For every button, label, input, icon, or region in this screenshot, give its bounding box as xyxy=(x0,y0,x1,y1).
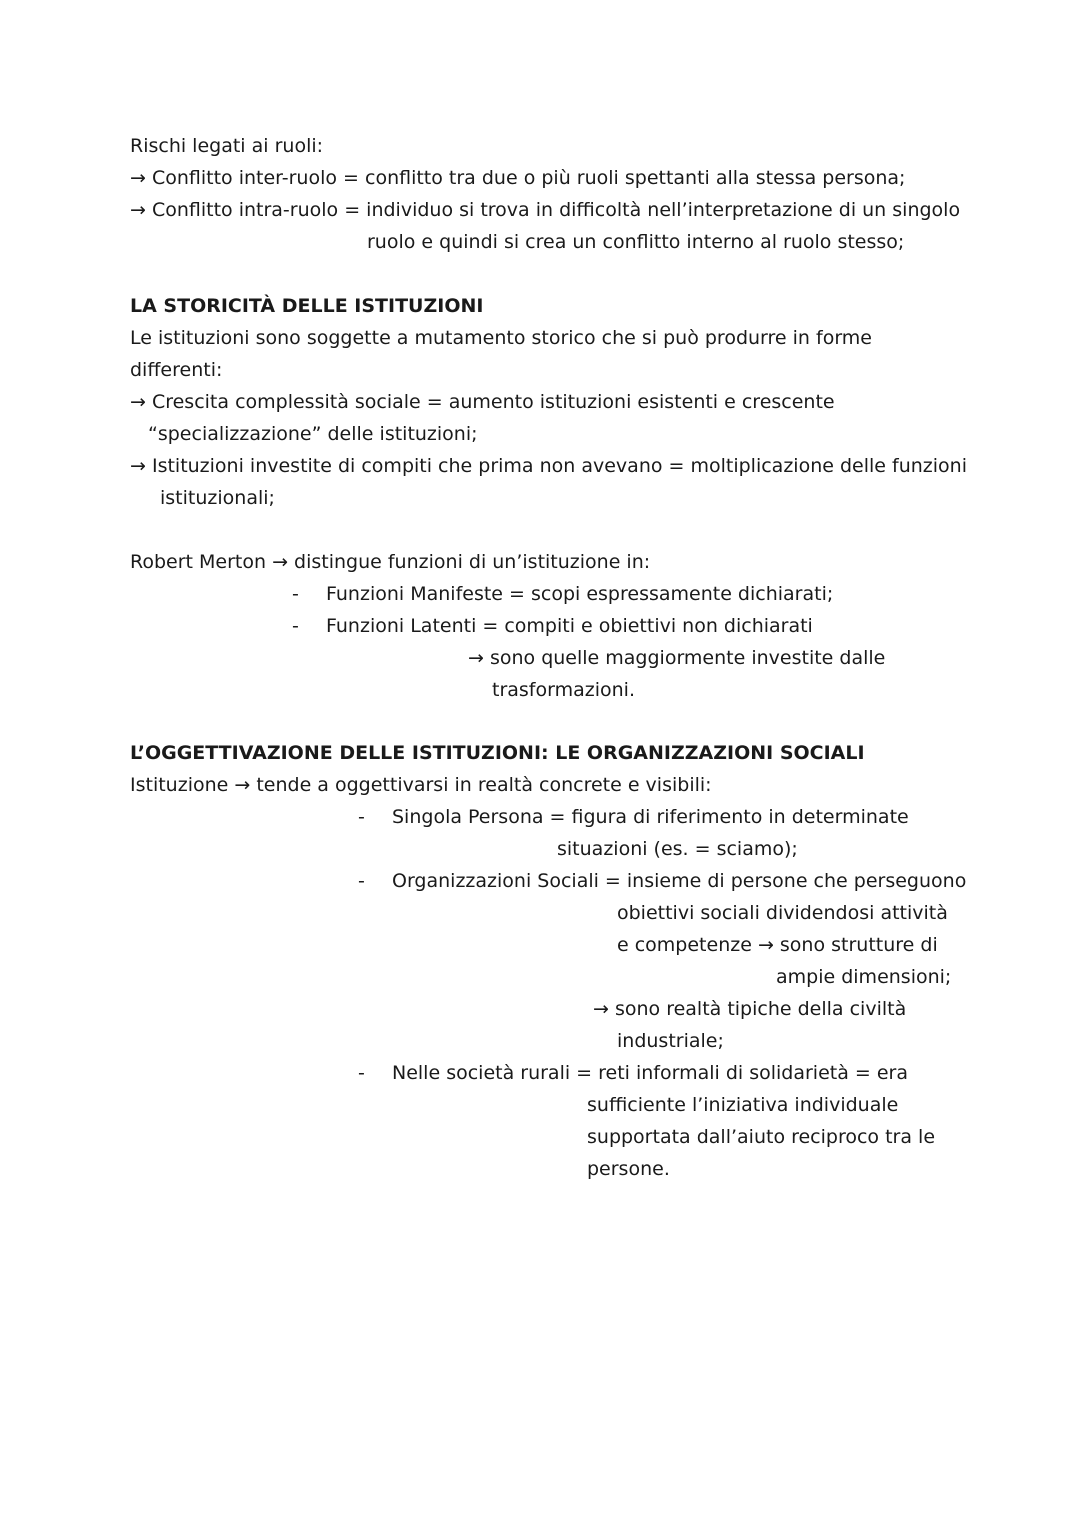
istituzioni-investite-cont: istituzionali; xyxy=(160,487,275,509)
societa-rurali: Nelle società rurali = reti informali di solidarietà = era xyxy=(392,1062,909,1084)
societa-rurali-cont: persone. xyxy=(587,1158,670,1180)
merton-line: Robert Merton → distingue funzioni di un’istituzione in: xyxy=(130,551,651,573)
conflitto-intra-ruolo-cont: ruolo e quindi si crea un conflitto interno al ruolo stesso; xyxy=(367,231,905,253)
singola-persona-cont: situazioni (es. = sciamo); xyxy=(557,838,798,860)
storicita-intro-cont: differenti: xyxy=(130,359,223,381)
funzioni-latenti-note: → sono quelle maggiormente investite dalle xyxy=(468,647,886,669)
organizzazioni-sociali-cont: obiettivi sociali dividendosi attività xyxy=(617,902,948,924)
bullet-dash: - xyxy=(358,1062,365,1084)
bullet-dash: - xyxy=(358,806,365,828)
funzioni-latenti-note-cont: trasformazioni. xyxy=(492,679,635,701)
storicita-intro: Le istituzioni sono soggette a mutamento storico che si può produrre in forme xyxy=(130,327,872,349)
rischi-title: Rischi legati ai ruoli: xyxy=(130,135,324,157)
crescita-complessita: → Crescita complessità sociale = aumento istituzioni esistenti e crescente xyxy=(130,391,835,413)
societa-rurali-cont: sufficiente l’iniziativa individuale xyxy=(587,1094,899,1116)
funzioni-manifeste: Funzioni Manifeste = scopi espressamente dichiarati; xyxy=(326,583,834,605)
istituzioni-investite: → Istituzioni investite di compiti che prima non avevano = moltiplicazione delle funzioni xyxy=(130,455,967,477)
funzioni-latenti: Funzioni Latenti = compiti e obiettivi non dichiarati xyxy=(326,615,813,637)
conflitto-intra-ruolo: → Conflitto intra-ruolo = individuo si trova in difficoltà nell’interpretazione di un singolo xyxy=(130,199,961,221)
bullet-dash: - xyxy=(292,615,299,637)
societa-rurali-cont: supportata dall’aiuto reciproco tra le xyxy=(587,1126,936,1148)
organizzazioni-sociali-cont: ampie dimensioni; xyxy=(776,966,952,988)
conflitto-inter-ruolo: → Conflitto inter-ruolo = conflitto tra due o più ruoli spettanti alla stessa persona; xyxy=(130,167,906,189)
crescita-complessita-cont: “specializzazione” delle istituzioni; xyxy=(148,423,478,445)
organizzazioni-sociali-note-cont: industriale; xyxy=(617,1030,724,1052)
bullet-dash: - xyxy=(292,583,299,605)
storicita-heading: LA STORICITÀ DELLE ISTITUZIONI xyxy=(130,295,484,317)
organizzazioni-sociali: Organizzazioni Sociali = insieme di persone che perseguono xyxy=(392,870,967,892)
singola-persona: Singola Persona = figura di riferimento in determinate xyxy=(392,806,909,828)
oggettivazione-intro: Istituzione → tende a oggettivarsi in realtà concrete e visibili: xyxy=(130,774,712,796)
organizzazioni-sociali-cont: e competenze → sono strutture di xyxy=(617,934,938,956)
organizzazioni-sociali-note: → sono realtà tipiche della civiltà xyxy=(593,998,907,1020)
bullet-dash: - xyxy=(358,870,365,892)
oggettivazione-heading: L’OGGETTIVAZIONE DELLE ISTITUZIONI: LE ORGANIZZAZIONI SOCIALI xyxy=(130,742,865,764)
